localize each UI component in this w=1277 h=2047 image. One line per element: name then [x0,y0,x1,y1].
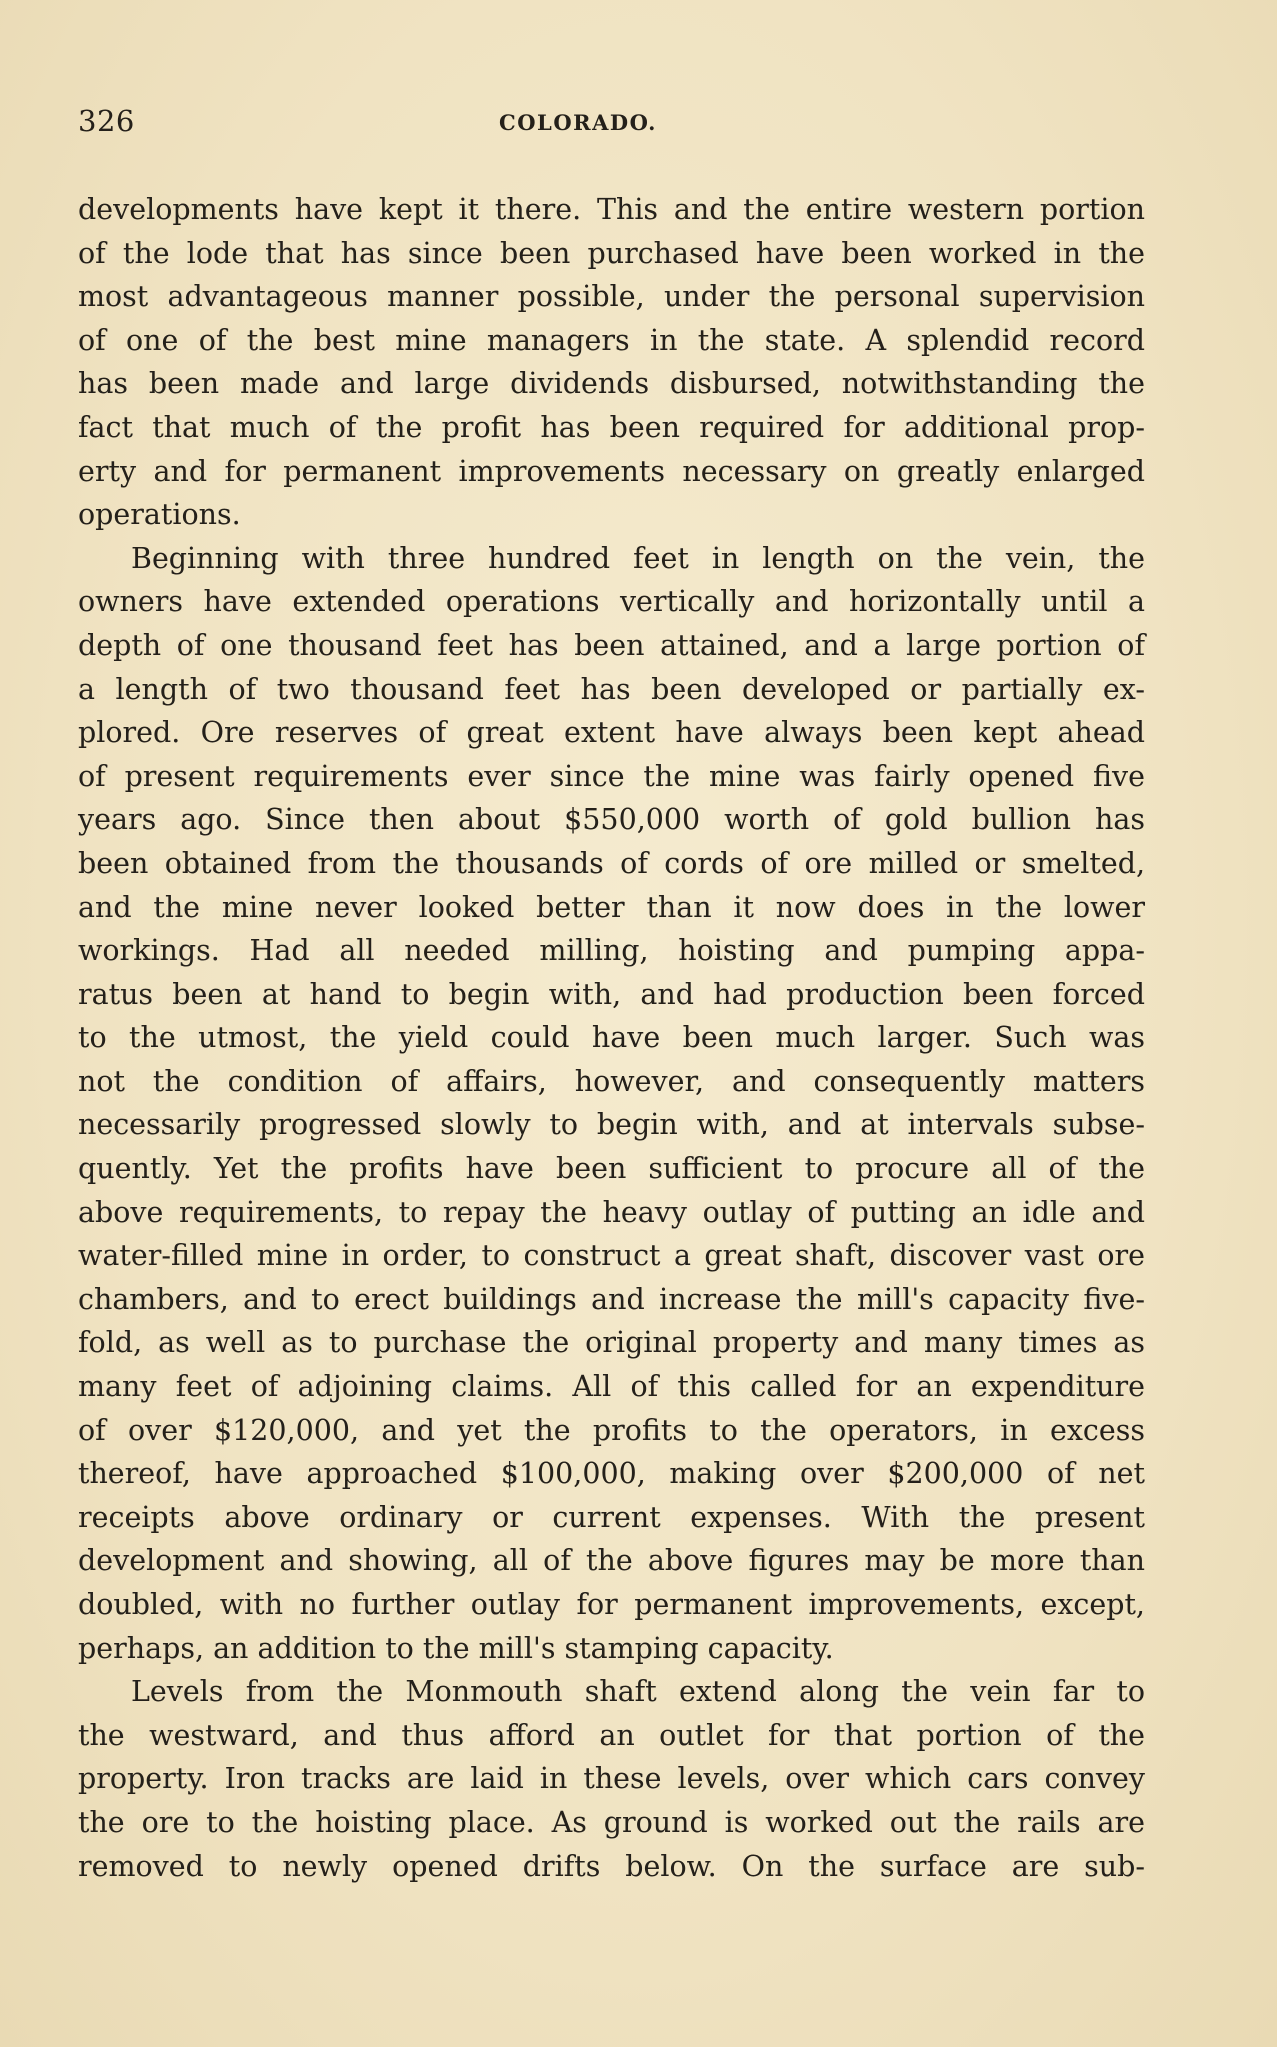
text-line: plored. Ore reserves of great extent have always been kept ahead [78,716,1145,750]
text-line: development and showing, all of the above figures may be more than [78,1544,1145,1578]
text-line: developments have kept it there. This and the entire western portion [78,193,1145,226]
text-line: water-filled mine in order, to construct a great shaft, discover vast ore [78,1239,1145,1273]
text-line: not the condition of affairs, however, and consequently matters [78,1064,1145,1098]
text-line: and the mine never looked better than it now does in the lower [78,890,1145,924]
text-line: has been made and large dividends disbursed, notwithstanding the [78,367,1145,401]
text-line: owners have extended operations vertically and horizontally until a [78,585,1145,619]
text-line: ratus been at hand to begin with, and had production been forced [78,977,1145,1011]
text-line: Beginning with three hundred feet in length on the vein, the [131,541,1145,575]
text-line: most advantageous manner possible, under the personal supervision [78,280,1145,314]
text-line: doubled, with no further outlay for permanent improvements, except, [78,1588,1145,1621]
text-line: to the utmost, the yield could have been much larger. Such was [78,1021,1145,1055]
text-line: of over $120,000, and yet the profits to the operators, in excess [78,1413,1145,1447]
text-line: property. Iron tracks are laid in these levels, over which cars convey [78,1762,1145,1796]
text-line: removed to newly opened drifts below. On the surface are sub- [78,1849,1145,1883]
text-line: quently. Yet the profits have been sufficient to procure all of the [78,1152,1145,1186]
text-line: operations. [78,498,241,532]
text-line: fold, as well as to purchase the original property and many times as [78,1326,1145,1360]
running-head: COLORADO. [499,110,657,135]
text-line: fact that much of the profit has been required for additional prop- [78,410,1145,444]
page-number: 326 [78,104,135,138]
text-line: of present requirements ever since the mine was fairly opened five [78,759,1145,793]
text-line: of one of the best mine managers in the state. A splendid record [78,323,1145,357]
text-line: the ore to the hoisting place. As ground is worked out the rails are [78,1805,1145,1839]
text-line: necessarily progressed slowly to begin with, and at intervals subse- [78,1108,1145,1142]
text-line: chambers, and to erect buildings and increase the mill's capacity five- [78,1282,1145,1316]
text-line: the westward, and thus afford an outlet for that portion of the [78,1718,1145,1752]
text-line: perhaps, an addition to the mill's stamping capacity. [78,1631,834,1665]
text-line: depth of one thousand feet has been attained, and a large portion of [78,628,1145,662]
text-line: above requirements, to repay the heavy outlay of putting an idle and [78,1195,1145,1229]
text-line: erty and for permanent improvements necessary on greatly enlarged [78,454,1145,488]
text-line: a length of two thousand feet has been developed or partially ex- [78,672,1145,706]
text-line: many feet of adjoining claims. All of this called for an expenditure [78,1370,1145,1404]
text-line: workings. Had all needed milling, hoisting and pumping appa- [78,934,1145,968]
text-line: been obtained from the thousands of cords of ore milled or smelted, [78,846,1145,880]
text-line: receipts above ordinary or current expenses. With the present [78,1500,1145,1534]
text-line: of the lode that has since been purchased have been worked in the [78,236,1145,270]
text-line: thereof, have approached $100,000, making over $200,000 of net [78,1457,1145,1491]
text-line: Levels from the Monmouth shaft extend along the vein far to [131,1675,1145,1709]
body-text [78,188,1145,1888]
text-line: years ago. Since then about $550,000 worth of gold bullion has [78,803,1145,837]
page-header [78,104,1145,144]
